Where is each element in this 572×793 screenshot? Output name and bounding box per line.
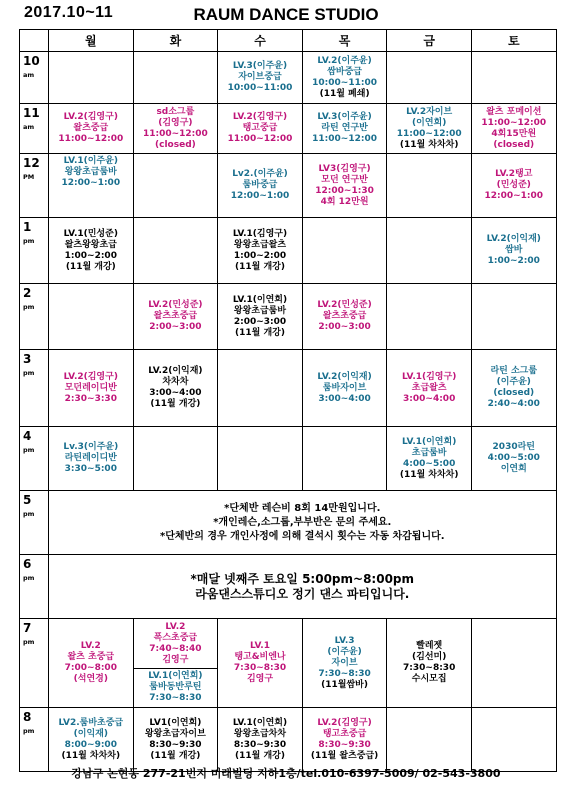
class-slot: LV.2(이익재) 룸바자이브 3:00~4:00 <box>302 350 387 427</box>
class-slot: LV.1(김영구) 왕왕초급왈츠 1:00~2:00 (11월 개강) <box>218 218 303 284</box>
class-slot: LV.2탱고 (민성준) 12:00~1:00 <box>471 154 556 218</box>
class-slot-empty <box>302 218 387 284</box>
class-slot-empty <box>218 427 303 491</box>
time-label: 11 am <box>20 104 49 154</box>
class-slot: LV.2(김영구) 탱고초중급 8:30~9:30 (11월 왈츠중급) <box>302 708 387 772</box>
class-slot: 라틴 소그룹 (이주윤) (closed) 2:40~4:00 <box>471 350 556 427</box>
tuition-notice: *단체반 레슨비 8회 14만원입니다. *개인레슨,소그룹,부부반은 문의 주세요. *단체반의 경우 개인사정에 의해 결석시 횟수는 자동 차감됩니다. <box>49 491 557 555</box>
class-slot: LV.2(이주윤) 쌈바중급 10:00~11:00 (11월 폐쇄) <box>302 52 387 104</box>
class-slot-empty <box>387 154 472 218</box>
class-slot: LV.3(이주윤) 자이브중급 10:00~11:00 <box>218 52 303 104</box>
time-label: 10 am <box>20 52 49 104</box>
class-slot: LV.1 탱고&비엔나 7:30~8:30 김영구 <box>218 619 303 708</box>
class-slot: sd소그룹 (김영구) 11:00~12:00 (closed) <box>133 104 218 154</box>
class-slot-empty <box>218 350 303 427</box>
day-header: 화 <box>133 30 218 52</box>
class-slot-split: LV.2 폭스초중급 7:40~8:40 김영구 LV.1(이연희) 룸바동반루틴 7:30~8:30 <box>133 619 218 708</box>
time-row-6 <box>20 555 557 619</box>
time-row-2 <box>20 284 557 350</box>
class-slot: LV.2(김영구) 왈츠중급 11:00~12:00 <box>49 104 134 154</box>
class-slot-empty <box>133 218 218 284</box>
class-slot-empty <box>471 708 556 772</box>
time-label: 3 pm <box>20 350 49 427</box>
class-slot: LV.2(민성준) 왈츠초중급 2:00~3:00 <box>133 284 218 350</box>
class-slot: LV.2(김영구) 탱고중급 11:00~12:00 <box>218 104 303 154</box>
time-row-7 <box>20 619 557 708</box>
class-slot: 2030라틴 4:00~5:00 이연희 <box>471 427 556 491</box>
time-row-1 <box>20 218 557 284</box>
day-header: 금 <box>387 30 472 52</box>
class-slot: LV.1(민성준) 왈츠왕왕초급 1:00~2:00 (11월 개강) <box>49 218 134 284</box>
class-slot-empty <box>471 619 556 708</box>
class-slot: LV.1(김영구) 초급왈츠 3:00~4:00 <box>387 350 472 427</box>
time-label: 5 pm <box>20 491 49 555</box>
class-slot: Lv.3(이주윤) 라틴레이디반 3:30~5:00 <box>49 427 134 491</box>
class-slot-empty <box>133 52 218 104</box>
time-label: 4 pm <box>20 427 49 491</box>
class-slot-empty <box>387 708 472 772</box>
day-header: 목 <box>302 30 387 52</box>
class-slot-empty <box>133 427 218 491</box>
time-label: 8 pm <box>20 708 49 772</box>
studio-title: RAUM DANCE STUDIO <box>193 5 379 24</box>
class-slot: LV.1(이연희) 초급룸바 4:00~5:00 (11월 차차차) <box>387 427 472 491</box>
time-row-4 <box>20 427 557 491</box>
class-slot: LV.1(이연희) 왕왕초급룸바 2:00~3:00 (11월 개강) <box>218 284 303 350</box>
day-header: 수 <box>218 30 303 52</box>
schedule-table <box>19 29 557 772</box>
party-notice: *매달 넷째주 토요일 5:00pm~8:00pm 라움댄스스튜디오 정기 댄스 파티입니다. <box>49 555 557 619</box>
class-slot: LV.2(민성준) 왈츠초중급 2:00~3:00 <box>302 284 387 350</box>
class-slot-empty <box>387 284 472 350</box>
class-slot: LV.3(이주윤) 라틴 연구반 11:00~12:00 <box>302 104 387 154</box>
class-slot: 왈츠 포메이션 11:00~12:00 4회15만원 (closed) <box>471 104 556 154</box>
class-slot: LV.2자이브 (이연희) 11:00~12:00 (11월 차차차) <box>387 104 472 154</box>
class-slot-empty <box>387 52 472 104</box>
class-slot-empty <box>302 427 387 491</box>
time-row-8 <box>20 708 557 772</box>
time-row-12 <box>20 154 557 218</box>
schedule-period: 2017.10~11 <box>24 4 114 21</box>
time-label: 7 pm <box>20 619 49 708</box>
class-slot: LV.1(이주윤) 왕왕초급룸바 12:00~1:00 <box>49 154 134 218</box>
class-slot-empty <box>471 284 556 350</box>
class-slot: Lv2.(이주윤) 룸바중급 12:00~1:00 <box>218 154 303 218</box>
time-label: 6 pm <box>20 555 49 619</box>
corner-cell <box>20 30 49 52</box>
class-slot-empty <box>471 52 556 104</box>
class-slot: LV.2(이익재) 쌈바 1:00~2:00 <box>471 218 556 284</box>
class-slot: LV2.룸바초중급 (이익재) 8:00~9:00 (11월 차차차) <box>49 708 134 772</box>
class-slot: 빨레젯 (김선미) 7:30~8:30 수시모집 <box>387 619 472 708</box>
class-slot: LV.3 (이주윤) 자이브 7:30~8:30 (11월쌈바) <box>302 619 387 708</box>
time-row-3 <box>20 350 557 427</box>
class-slot-empty <box>49 52 134 104</box>
class-slot: LV.1(이연희) 왕왕초급차차 8:30~9:30 (11월 개강) <box>218 708 303 772</box>
class-slot: LV.2(김영구) 모던레이디반 2:30~3:30 <box>49 350 134 427</box>
class-slot-empty <box>49 284 134 350</box>
class-slot: LV.2(이익재) 차차차 3:00~4:00 (11월 개강) <box>133 350 218 427</box>
time-row-11 <box>20 104 557 154</box>
class-slot: LV3(김영구) 모던 연구반 12:00~1:30 4회 12만원 <box>302 154 387 218</box>
time-label: 2 pm <box>20 284 49 350</box>
class-slot: LV.2 왈츠 초중급 7:00~8:00 (석연경) <box>49 619 134 708</box>
time-row-10 <box>20 52 557 104</box>
class-slot-empty <box>387 218 472 284</box>
time-row-5 <box>20 491 557 555</box>
time-label: 12 PM <box>20 154 49 218</box>
day-header: 토 <box>471 30 556 52</box>
class-slot: LV1(이연희) 왕왕초급자이브 8:30~9:30 (11월 개강) <box>133 708 218 772</box>
day-header: 월 <box>49 30 134 52</box>
studio-address: 강남구 논현동 277-21번지 미래빌딩 지하1층/tel.010-6397-5009/ 02-543-3800 <box>71 767 501 780</box>
day-header-row <box>20 30 557 52</box>
time-label: 1 pm <box>20 218 49 284</box>
class-slot-empty <box>133 154 218 218</box>
